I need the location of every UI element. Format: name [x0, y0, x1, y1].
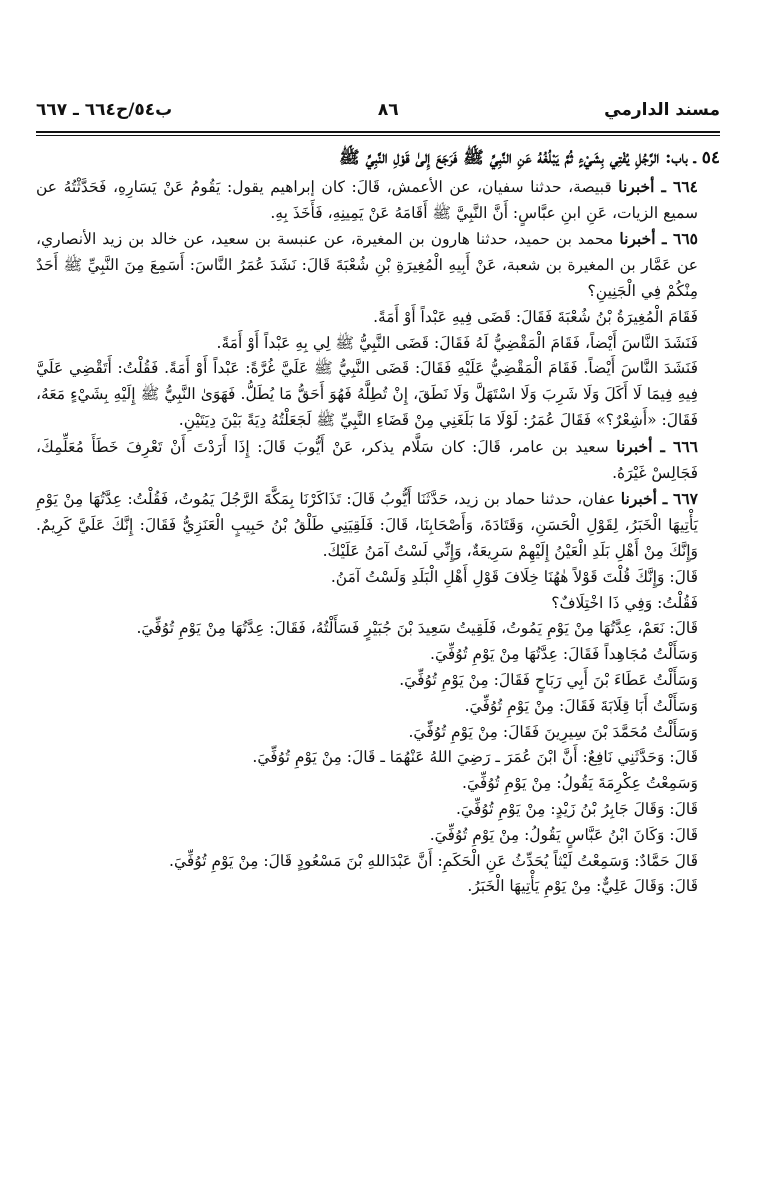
hadith-line: قَالَ: وَكَانَ ابْنُ عَبَّاسٍ يَقُولُ: مِنْ يَوْمِ تُوُفِّيَ.	[429, 825, 698, 844]
hadith-text: قبيصة، حدثنا سفيان، عن الأعمش، قَالَ: كان إبراهيم يقول: يَقُومُ عَنْ يَسَارِهِ، فَحَدَّثْتُهُ عن سميع الزيات، عَنِ ابنِ عبَّاسٍ: أَنَّ النَّبِيَّ ﷺ أَقَامَهُ عَنْ يَمِينِهِ، فَأَخَذَ بِهِ.	[36, 177, 698, 222]
hadith-line: قَالَ: نَعَمْ، عِدَّتُهَا مِنْ يَوْمِ يَمُوتُ، فَلَقِيتُ سَعِيدَ بْنَ جُبَيْرٍ فَسَأَلْتُهُ، فَقَالَ: عِدَّتُهَا مِنْ يَوْمِ تُوُفِّيَ.	[136, 619, 698, 638]
hadith-text: محمد بن حميد، حدثنا هارون بن المغيرة، عن عنبسة بن سعيد، عن خالد بن زيد الأنصاري، عن عَمَّار بن المغيرة بن شعبة، عَنْ أَبِيهِ الْمُغِيرَةِ بْنِ شُعْبَةَ قَالَ: نَشَدَ عُمَرُ النَّاسَ: أَسَمِعَ مِنَ النَّبِيِّ ﷺ أَحَدٌ مِنْكُمْ فِي الْجَنِينِ؟	[36, 230, 698, 300]
hadith-paragraph: فَنَشَدَ النَّاسَ أَيْضاً، فَقَامَ الْمَقْضِيُّ لَهُ فَقَالَ: قَضَى النَّبِيُّ ﷺ لِي بِهِ عَبْداً أَوْ أَمَةً.	[216, 333, 698, 352]
hadith-line: فَقُلْتُ: وَفِي ذَا اخْتِلَافٌ؟	[551, 593, 698, 612]
page-reference: ب٥٤/ح٦٦٤ ـ ٦٦٧	[36, 100, 173, 120]
hadith-line: وَسَأَلْتُ أَبَا قِلَابَةَ فَقَالَ: مِنْ يَوْمِ تُوُفِّيَ.	[464, 696, 698, 715]
hadith-line: وَسَأَلْتُ مُحَمَّدَ بْنَ سِيرِينَ فَقَالَ: مِنْ يَوْمِ تُوُفِّيَ.	[408, 722, 698, 741]
chapter-title: ٥٤ ـ باب: الرَّجُلِ يُفْتِي بِشَيْءٍ ثُمَّ يَبْلُغُهُ عَنِ النَّبِيِّ ﷺ فَرَجَعَ إِلىٰ قَوْلِ النَّبِيِّ ﷺ	[339, 148, 720, 168]
hadith-number: ٦٦٧ ـ أخبرنا	[620, 489, 698, 509]
hadith-666	[36, 434, 720, 487]
hadith-line: قَالَ: وَقَالَ عَلِيٌّ: مِنْ يَوْمِ يَأْتِيهَا الْخَبَرُ.	[467, 877, 698, 896]
page-number: ٨٦	[377, 100, 399, 120]
hadith-667	[36, 486, 720, 564]
hadith-664	[36, 174, 720, 227]
hadith-line: وَسَمِعْتُ عِكْرِمَةَ يَقُولُ: مِنْ يَوْمِ تُوُفِّيَ.	[462, 774, 698, 793]
header-rule	[36, 131, 720, 133]
hadith-line: قَالَ حَمَّادٌ: وَسَمِعْتُ لَيْثاً يُحَدِّثُ عَنِ الْحَكَمِ: أَنَّ عَبْدَاللهِ بْنَ مَسْعُودٍ قَالَ: مِنْ يَوْمِ تُوُفِّيَ.	[169, 851, 698, 870]
header-rule-thin	[36, 135, 720, 136]
page-body	[36, 146, 720, 900]
hadith-paragraph: فَقَامَ الْمُغِيرَةُ بْنُ شُعْبَةَ فَقَالَ: قَضَى فِيهِ عَبْداً أَوْ أَمَةً.	[373, 307, 698, 326]
hadith-line: وَسَأَلْتُ مُجَاهِداً فَقَالَ: عِدَّتُهَا مِنْ يَوْمِ تُوُفِّيَ.	[430, 645, 698, 664]
book-title: مسند الدارمي	[604, 100, 720, 120]
page-header	[36, 92, 720, 128]
hadith-number: ٦٦٥ ـ أخبرنا	[619, 229, 698, 249]
hadith-665	[36, 226, 720, 304]
hadith-line: قَالَ: وَحَدَّثَنِي نَافِعٌ: أَنَّ ابْنَ عُمَرَ ـ رَضِيَ اللهُ عَنْهُمَا ـ قَالَ: مِنْ يَوْمِ تُوُفِّيَ.	[252, 748, 698, 767]
hadith-number: ٦٦٤ ـ أخبرنا	[618, 176, 698, 196]
hadith-text: سعيد بن عامر، قَالَ: كان سَلَّام يذكر، عَنْ أَيُّوبَ قَالَ: إِذَا أَرَدْتَ أَنْ تَعْرِفَ خَطَأَ مُعَلِّمِكَ، فَجَالِسْ غَيْرَهُ.	[36, 437, 698, 482]
hadith-paragraph: فَنَشَدَ النَّاسَ أَيْضاً. فَقَامَ الْمَقْضِيُّ عَلَيْهِ فَقَالَ: قَضَى النَّبِيُّ ﷺ عَلَيَّ غُرَّةً: عَبْداً أَوْ أَمَةً. فَقُلْتُ: أَتَقْضِي عَلَيَّ فِيهِ فِيمَا لَا أَكَلَ وَلَا شَرِبَ وَلَا اسْتَهَلَّ وَلَا نَطَقَ، إِنْ تُطِلَّهُ فَهُوَ أَحَقُّ مَا يُطَلُّ. فَهَوَىٰ النَّبِيُّ ﷺ إِلَيْهِ بِشَيْءٍ مَعَهُ، فَقَالَ: «أَشِعْرٌ؟» فَقَالَ عُمَرُ: لَوْلَا مَا بَلَغَنِي مِنْ قَضَاءِ النَّبِيِّ ﷺ لَجَعَلْتُهُ دِيَةً بَيْنَ دِيَتَيْنِ.	[36, 359, 698, 429]
hadith-line: وَسَأَلْتُ عَطَاءَ بْنَ أَبِي رَبَاحٍ فَقَالَ: مِنْ يَوْمِ تُوُفِّيَ.	[399, 670, 698, 689]
hadith-line: قَالَ: وَإِنَّكَ قُلْتَ قَوْلاً هٰهُنَا خِلَافَ قَوْلِ أَهْلِ الْبَلَدِ وَلَسْتُ آمَنُ.	[330, 567, 698, 586]
hadith-line: قَالَ: وَقَالَ جَابِرُ بْنُ زَيْدٍ: مِنْ يَوْمِ تُوُفِّيَ.	[455, 799, 698, 818]
hadith-number: ٦٦٦ ـ أخبرنا	[616, 436, 698, 456]
hadith-text: عفان، حدثنا حماد بن زيد، حَدَّثَنَا أَيُّوبُ قَالَ: تَذَاكَرْنَا بِمَكَّةَ الرَّجُلَ يَمُوتُ، فَقُلْتُ: عِدَّتُهَا مِنْ يَوْمِ يَأْتِيهَا الْخَبَرُ، لِقَوْلِ الْحَسَنِ، وَقَتَادَةَ، وَأَصْحَابِنَا، قَالَ: فَلَقِيَنِي طَلْقُ بْنُ حَبِيبٍ الْعَنَزِيُّ فَقَالَ: إِنَّكَ عَلَيَّ كَرِيمٌ. وَإِنَّكَ مِنْ أَهْلِ بَلَدِ الْعَيْنُ إِلَيْهِمْ سَرِيعَةٌ، وَإِنِّي لَسْتُ آمَنُ عَلَيْكَ.	[36, 490, 698, 560]
